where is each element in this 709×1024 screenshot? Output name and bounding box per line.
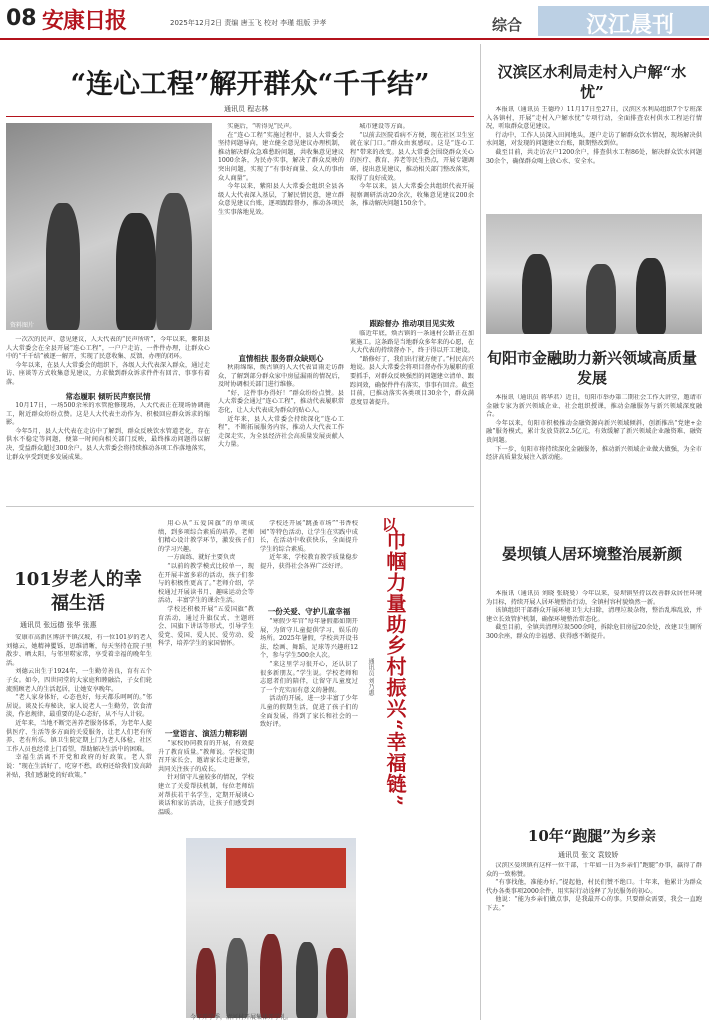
elder-col3b <box>260 618 358 834</box>
section-tag: 综合 <box>492 16 523 34</box>
lead-headline: “连心工程”解开群众“千千结” <box>70 69 430 100</box>
finance-headline: 旬阳市金融助力新兴领域高质量发展 <box>486 349 697 387</box>
banner-mark: 以 <box>382 516 398 534</box>
paragraph: “以前的教学模式比较单一，现在开展丰富多彩的活动，孩子们参与的积极性更高了。”老师介绍，学校通过开展读书月、趣味运动会等活动，丰富学生的课余生活。 <box>158 562 254 605</box>
paragraph: 近年来，县人大常委会持续深化“连心工程”，不断拓展服务内容，推动人大代表工作走深走实，为全县经济社会高质量发展贡献人大力量。 <box>218 415 344 449</box>
photo-figure <box>260 934 282 1018</box>
paragraph: 汉滨区晏坝镇有这样一位干部，十年如一日为乡亲们“跑腿”办事，赢得了群众的一致称赞。 <box>486 862 702 878</box>
lead-col1 <box>6 336 210 388</box>
school-photo-caption: 今年开学季，清河村开展集体开学礼。 <box>190 1014 293 1021</box>
column-divider <box>480 44 481 1020</box>
lead-col1b <box>6 402 210 502</box>
paragraph: 活动的开展，进一步丰富了少年儿童的假期生活，促进了孩子们的全面发展，得到了家长和社会的一致好评。 <box>260 695 358 729</box>
brand-title: 汉江晨刊 <box>586 12 675 38</box>
newspaper-logo: 安康日报 <box>42 8 127 34</box>
photo-figure <box>196 948 216 1018</box>
lead-col2b <box>218 364 344 502</box>
paragraph: 该镇组织干部群众开展环境卫生大扫除，清理垃圾杂物，整治乱堆乱放，并建立长效管护机制，确保环境整治常态化。 <box>486 607 702 623</box>
elder-subhead-1: 一堂语言、演活力精彩剧 <box>164 729 248 738</box>
paragraph: 今年以来，县人大常委会共组织代表开展视察调研活动20余次，收集意见建议200余条，推动解决问题150余个。 <box>350 183 474 208</box>
photo-figure <box>586 264 616 334</box>
elder-headline: 101岁老人的幸福生活 <box>14 569 142 614</box>
elder-subhead-2: 一份关爱、守护儿童幸福 <box>267 607 351 616</box>
paragraph: 他说：“能为乡亲们做点事，是我最开心的事。只要群众需要，我会一直跑下去。” <box>486 896 702 912</box>
section-divider <box>6 506 474 507</box>
paragraph: 近年来，当地不断完善养老服务体系，为老年人提供医疗、生活等多方面的关爱服务，让老人们老有所养、老有所乐。镇卫生院定期上门为老人体检，社区工作人员也经常上门看望，帮助解决生活中的困难。 <box>6 719 152 753</box>
paragraph: 安康市高新区博济平镇汉坡，有一位101岁的老人刘德云，她精神矍铄，思维清晰，每天坚持在院子里散步、晒太阳，与邻里唠家常，享受着幸福的晚年生活。 <box>6 634 152 667</box>
paragraph: 本报讯（通讯员 刘晓 张晓曼）今年以来，晏坝镇坚持以改善群众居住环境为目标，持续开展人居环境整治行动，全镇村容村貌焕然一新。 <box>486 590 702 606</box>
errand-body <box>486 862 702 1018</box>
paragraph: 近年来，学校教育教学质量稳步提升，获得社会各界广泛好评。 <box>260 554 358 570</box>
photo-figure <box>326 948 348 1018</box>
photo-figure <box>116 213 156 330</box>
water-body <box>486 106 702 210</box>
lead-subhead-2: 直情相扶 服务群众缺则心 <box>238 354 324 363</box>
paragraph: 本报讯（通讯员 王德玲）11月17日至27日，汉滨区水利局组织7个专班深入各镇村，开展“走村入户解水忧”专项行动，全面排查农村供水工程运行情况，听取群众意见建议。 <box>486 106 702 131</box>
paragraph: 用心从“五爱国旗”的单项成绩，到多项综合素质的培养，老师们精心设计教学环节，激发孩子们的学习兴趣。 <box>158 520 254 553</box>
paragraph: “来这里学习很开心，还认识了很多新朋友。”学生说。学校老师和志愿者们的陪伴，让留守儿童度过了一个充实而有意义的暑假。 <box>260 660 358 694</box>
paragraph: “以前去医院看病不方便，现在社区卫生室就在家门口。”群众由衷感叹。这是“连心工程”带来的改变。县人大常委会围绕群众关心的医疗、教育、养老等民生热点，开展专题调研，提出意见建议，推动相关部门整改落实，取得了良好成效。 <box>350 131 474 182</box>
elder-col1 <box>6 634 152 1018</box>
page-header <box>0 0 709 40</box>
column-banner <box>362 516 410 950</box>
paragraph: 学校还积极开展“五爱国旗”教育活动，通过升旗仪式、主题班会、国旗下讲话等形式，引导学生爱党、爱国、爱人民、爱劳动、爱科学，培养学生的家国情怀。 <box>158 605 254 648</box>
photo-figure <box>636 258 666 334</box>
lead-col2 <box>218 123 344 349</box>
errand-byline: 通讯员 张文 袁姣娇 <box>558 851 619 859</box>
paragraph: 今年以来，紫阳县人大常委会组织全县各级人大代表深入基层，了解民情民意，建立群众意见建议台账，逐项跟踪督办，推动各项民生实事落地见效。 <box>218 183 344 216</box>
paragraph: “寒假少年宫”每年暑假都如期开展，为留守儿童提供学习、娱乐的场所。2025年暑假，学校共开设书法、绘画、舞蹈、足球等兴趣班12个，参与学生500余人次。 <box>260 618 358 660</box>
photo-figure <box>296 942 318 1018</box>
paragraph: 行动中，工作人员深入田间地头，逐户走访了解群众饮水情况，现场解决供水问题，对发现的问题建立台账，限期整改到位。 <box>486 131 702 148</box>
env-body <box>486 590 702 718</box>
photo-figure <box>46 203 80 330</box>
lead-col3 <box>350 123 474 313</box>
issue-meta: 2025年12月2日 责编 唐玉飞 校对 李瑾 组版 尹孝 <box>170 19 327 27</box>
finance-body <box>486 394 702 520</box>
elder-col3 <box>260 520 358 604</box>
paragraph: 针对留守儿童较多的情况，学校建立了关爱帮扶机制，每位老师结对帮扶若干名学生，定期开展谈心谈话和家访活动，让孩子们感受到温暖。 <box>158 774 254 816</box>
lead-subhead-3: 跟踪督办 推动项目见实效 <box>369 319 455 328</box>
env-headline: 晏坝镇人居环境整治展新颜 <box>501 545 682 563</box>
paragraph: 刘德云出生于1924年，一生勤劳善良，育有五个子女。如今，四世同堂的大家庭和睦融洽，子女们轮流照顾老人的生活起居，让她安享晚年。 <box>6 668 152 693</box>
paragraph: 幸福生活离不开党和政府的好政策。老人常说：“现在生活好了，吃穿不愁，政府还给我们发高龄补贴，我们感谢党的好政策。” <box>6 754 152 779</box>
water-photo <box>486 214 702 334</box>
paragraph: 今年以来，在县人大常委会的组织下，各级人大代表深入群众，通过走访、座谈等方式收集意见建议，力求做到群众诉求件件有回音、事事有着落。 <box>6 361 210 386</box>
paragraph: 学校还开展“跳蚤市场”“书香校园”等特色活动，让学生在实践中成长，在活动中收获快乐，全面提升学生的综合素质。 <box>260 520 358 553</box>
stage-backdrop <box>226 848 346 888</box>
elder-col2b <box>158 740 254 834</box>
banner-text: 巾帼力量助乡村振兴“幸福链” <box>383 530 407 808</box>
paragraph: 在“连心工程”实施过程中，县人大常委会坚持问题导向，建立健全意见建议办理机制，推动解决群众急难愁盼问题，共收集意见建议1000余条，为民办实事，解决了群众反映的突出问题，实现了“有事好商量、众人的事由众人商量”。 <box>218 131 344 182</box>
paragraph: “有事找他，准能办好。”提起他，村民们赞不绝口。十年来，他累计为群众代办各类事项2000余件，用实际行动诠释了为民服务的初心。 <box>486 879 702 895</box>
photo-figure <box>226 938 248 1018</box>
paragraph: 下一步，旬阳市将持续深化金融服务，推动新兴领域企业做大做强，为全市经济高质量发展注入新动能。 <box>486 445 702 462</box>
paragraph: 截至目前，全镇共清理垃圾500余吨，拆除危旧房屋20余处，改建卫生厕所300余座，群众的幸福感、获得感不断提升。 <box>486 624 702 640</box>
water-headline: 汉滨区水利局走村入户解“水忧” <box>497 63 687 101</box>
elder-col2 <box>158 520 254 725</box>
paragraph: 临近年底，焕古镇的一条通村公路正在加紧施工。这条路是当地群众多年来的心愿，在人大代表的持续督办下，终于得以开工建设。 <box>350 330 474 355</box>
banner-byline: 通讯员 刘乃惠 <box>367 658 374 696</box>
paragraph: “老人家身体好，心态也好，每天都乐呵呵的。”邻居说。谈及长寿秘诀，家人说老人一生勤劳，饮食清淡，作息规律，最重要的是心态好，从不与人计较。 <box>6 694 152 719</box>
lead-subhead-1: 常态履职 倾听民声察民情 <box>65 392 151 401</box>
lead-photo <box>6 123 212 330</box>
paragraph: 今年以来，旬阳市积极推动金融资源向新兴领域倾斜，创新推出“党建+金融”服务模式，累计发放贷款2.5亿元，有效缓解了新兴领域企业融资难、融资贵问题。 <box>486 419 702 444</box>
paragraph: 秋雨绵绵，焕古镇的人大代表冒雨走访群众，了解到部分群众家中房屋漏雨的情况后，及时协调相关部门进行维修。 <box>218 364 344 389</box>
lead-rule <box>6 116 474 117</box>
school-photo <box>186 838 356 1018</box>
paragraph: 一方面练、就好主要负责 <box>167 554 236 562</box>
paragraph: 城市建设等方面。 <box>359 123 409 130</box>
photo-figure <box>522 254 552 334</box>
paragraph: 今年5月，县人大代表在走访中了解到，群众反映饮水管道老化，存在供水不稳定等问题，便第一时间向相关部门反映，最终推动问题得以解决，受益群众超过300余户。县人大常委会将持续推动各项工作落地落实，让群众享受到更多发展成果。 <box>6 427 210 461</box>
paragraph: 实施后，“听得见”民声。 <box>227 123 296 130</box>
lead-photo-caption: 资料图片 <box>10 322 35 329</box>
paragraph: 一次次的民声、意见建议，人大代表的“民声所听”，今年以来，紫阳县人大常委会在全县开展“连心工程”，一户户走访、一件件办理，让群众心中的“千千结”被逐一解开，实现了民意收集、反馈、办理的闭环。 <box>6 336 210 361</box>
paragraph: 本报讯（通讯员 蒋华君）近日，旬阳市举办第二期社会工作大讲堂，邀请市金融专家为新兴领域企业、社会组织授课，推动金融服务与新兴领域深度融合。 <box>486 394 702 419</box>
errand-headline: 10年“跑腿”为乡亲 <box>527 827 657 845</box>
paragraph: “家校协同教育的开展，有效提升了教育质量。”教师说。学校定期召开家长会，邀请家长走进课堂，共同关注孩子的成长。 <box>158 740 254 773</box>
lead-col3b <box>350 330 474 502</box>
page-number: 08 <box>6 6 37 31</box>
lead-byline: 通讯员 程志林 <box>224 105 269 113</box>
paragraph: “好，这件事办得好！”群众纷纷点赞。县人大常委会通过“连心工程”，推动代表履职常态化，让人大代表成为群众的贴心人。 <box>218 389 344 414</box>
elder-byline: 通讯员 张远德 张华 张惠 <box>20 621 97 629</box>
photo-figure <box>156 193 192 330</box>
paragraph: 截至目前，共走访农户1200余户，排查供水工程86处，解决群众饮水问题30余个，确保群众喝上放心水、安全水。 <box>486 148 702 165</box>
paragraph: 10月17日，一场500余米的水管抢修现场，人大代表正在现场协调施工，附近群众纷纷点赞。这是人大代表主动作为、积极回应群众诉求的缩影。 <box>6 402 210 427</box>
paragraph: “路修好了，我们出行就方便了。”村民高兴地说。县人大常委会将项目督办作为履职的重要抓手，对群众反映强烈的问题建立清单、跟踪问效，确保件件有落实、事事有回音。截至目前，已推动落实各类项目30余个，群众满意度显著提升。 <box>350 355 474 406</box>
